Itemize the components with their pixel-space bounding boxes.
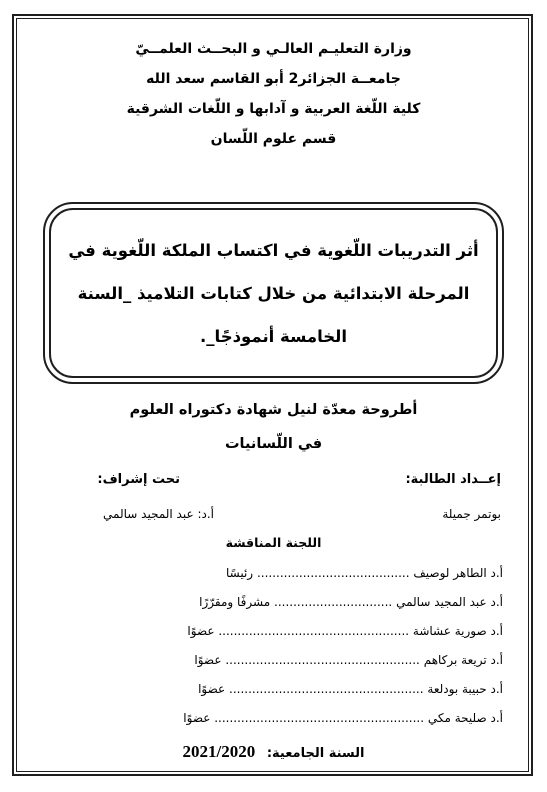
institution-header	[0, 34, 547, 154]
dot-leader: ........................................	[256, 566, 410, 580]
academic-year-value: 2021/2020	[182, 742, 256, 761]
dot-leader: ..................................................	[218, 624, 410, 638]
member-name: أ.د حبيبة بودلعة	[427, 682, 503, 696]
member-role: عضوًا	[183, 711, 211, 725]
degree-line: أطروحة معدّة لنيل شهادة دكتوراه العلوم	[129, 402, 418, 418]
member-role: عضوًا	[194, 653, 222, 667]
committee-member	[43, 563, 503, 592]
committee-member	[43, 621, 503, 650]
committee-member	[43, 650, 503, 679]
member-name: أ.د صورية عشاشة	[412, 624, 503, 638]
title-box	[49, 208, 498, 378]
dot-leader: ...................................................	[225, 653, 420, 667]
committee-list	[43, 563, 503, 737]
committee-member	[43, 708, 503, 737]
thesis-title: أثر التدريبات اللّغوية في اكتساب الملكة اللّغوية في المرحلة الابتدائية من خلال كتابات التلاميذ _السنة الخامسة أنموذجًا_.	[68, 240, 479, 346]
dot-leader: .......................................................	[214, 711, 425, 725]
faculty-name: كلية اللّغة العربية و آدابها و اللّغات الشرقية	[126, 101, 421, 117]
student-label: إعــداد الطالبة:	[405, 472, 501, 487]
member-role: عضوًا	[187, 624, 215, 638]
student-name: بوتمر جميلة	[442, 507, 501, 521]
ministry-name: وزارة التعليـم العالـي و البحــث العلمــيّ	[135, 41, 412, 57]
department-name: قسم علوم اللّسان	[210, 131, 337, 147]
supervisor-label: تحت إشراف:	[97, 472, 180, 487]
academic-year	[0, 742, 547, 762]
committee-member	[43, 592, 503, 621]
member-name: أ.د عبد المجيد سالمي	[396, 595, 503, 609]
university-name: جامعــة الجزائر2 أبو القاسم سعد الله	[146, 71, 401, 87]
member-role: رئيسًا	[225, 566, 254, 580]
member-role: عضوًا	[198, 682, 226, 696]
member-name: أ.د صليحة مكي	[427, 711, 503, 725]
academic-year-label: السنة الجامعية:	[266, 746, 365, 761]
supervisor-name: أ.د: عبد المجيد سالمي	[103, 507, 214, 521]
member-name: أ.د الطاهر لوصيف	[413, 566, 503, 580]
committee-title: اللجنة المناقشة	[225, 535, 322, 550]
specialty-line: في اللّسانيات	[224, 436, 323, 452]
dot-leader: ...................................................	[229, 682, 424, 696]
committee-member	[43, 679, 503, 708]
member-role: مشرفًا ومقرّرًا	[199, 595, 271, 609]
member-name: أ.د تريعة بركاهم	[423, 653, 503, 667]
degree-statement	[0, 395, 547, 459]
dot-leader: ...............................	[274, 595, 393, 609]
